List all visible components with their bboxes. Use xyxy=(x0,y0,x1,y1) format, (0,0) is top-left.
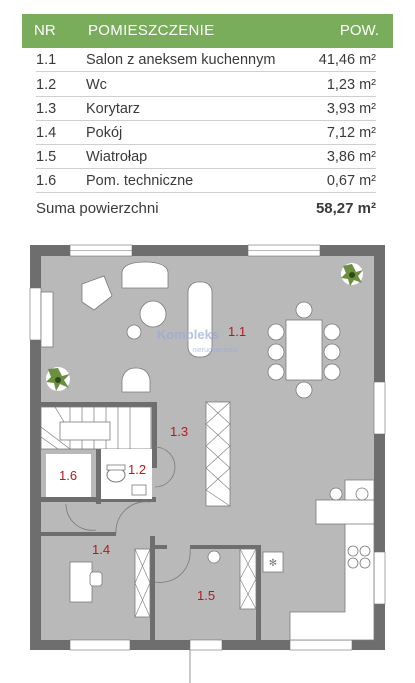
header-nr: NR xyxy=(34,22,56,39)
window xyxy=(30,288,41,340)
dining-chair xyxy=(324,324,340,340)
row-nr: 1.1 xyxy=(36,52,57,68)
row-nr: 1.6 xyxy=(36,173,57,189)
header-area: POW. xyxy=(339,22,379,39)
table-row xyxy=(36,74,376,97)
row-name: Pokój xyxy=(86,125,123,141)
dining-chair xyxy=(268,344,284,360)
table-row xyxy=(36,146,376,169)
row-area: 3,93 m² xyxy=(326,101,376,117)
tv-cabinet xyxy=(41,292,53,347)
sofa xyxy=(188,282,212,357)
room-label-1-2: 1.2 xyxy=(128,462,147,477)
coffee-table xyxy=(140,301,166,327)
row-name: Pom. techniczne xyxy=(86,173,194,189)
washbasin xyxy=(132,485,146,495)
room-label-1-3: 1.3 xyxy=(170,424,189,439)
header-room: POMIESZCZENIE xyxy=(88,22,215,39)
sum-value: 58,27 m² xyxy=(315,200,376,217)
watermark-brand: Kompleks xyxy=(156,327,220,342)
row-nr: 1.2 xyxy=(36,77,57,93)
window xyxy=(374,382,385,434)
floor-plan-drawing xyxy=(0,232,415,683)
row-area: 7,12 m² xyxy=(326,125,376,141)
dining-table xyxy=(286,320,322,380)
stool xyxy=(330,488,342,500)
interior-wall xyxy=(152,402,157,468)
row-area: 0,67 m² xyxy=(326,173,376,189)
floor-plan xyxy=(0,232,415,683)
row-nr: 1.4 xyxy=(36,125,57,141)
table-row xyxy=(36,170,376,193)
row-nr: 1.5 xyxy=(36,149,57,165)
sum-label: Suma powierzchni xyxy=(36,200,159,217)
plant-icon xyxy=(46,367,70,391)
table-row xyxy=(36,122,376,145)
interior-wall xyxy=(41,532,116,536)
room-label-1-5: 1.5 xyxy=(197,588,216,603)
wardrobe xyxy=(240,549,256,609)
stool xyxy=(356,488,368,500)
armchair xyxy=(122,368,150,392)
desk xyxy=(70,562,92,602)
room-label-1-1: 1.1 xyxy=(228,324,247,339)
row-name: Wiatrołap xyxy=(86,149,148,165)
watermark-sub: nieruchomości xyxy=(192,347,238,354)
window xyxy=(70,640,130,650)
table-row xyxy=(36,49,376,72)
row-area: 41,46 m² xyxy=(318,52,376,68)
room-label-1-6: 1.6 xyxy=(59,468,78,483)
row-name: Salon z aneksem kuchennym xyxy=(86,52,276,68)
interior-wall xyxy=(41,402,156,407)
wardrobe xyxy=(135,549,150,617)
table-row xyxy=(36,98,376,121)
stool xyxy=(208,551,220,563)
row-name: Korytarz xyxy=(86,101,140,117)
dining-chair xyxy=(268,364,284,380)
dining-chair xyxy=(324,344,340,360)
dining-chair xyxy=(324,364,340,380)
kitchen-island xyxy=(316,500,374,524)
room-label-1-4: 1.4 xyxy=(92,542,111,557)
row-name: Wc xyxy=(86,77,107,93)
interior-wall xyxy=(155,545,167,549)
partition-cabinet xyxy=(206,402,230,506)
chair xyxy=(90,572,102,586)
row-nr: 1.3 xyxy=(36,101,57,117)
table-header xyxy=(22,14,393,48)
row-area: 1,23 m² xyxy=(326,77,376,93)
interior-wall xyxy=(96,442,101,504)
interior-wall xyxy=(150,536,155,640)
dining-chair xyxy=(296,382,312,398)
interior-wall xyxy=(256,545,261,640)
dining-chair xyxy=(296,302,312,318)
row-area: 3,86 m² xyxy=(326,149,376,165)
interior-wall xyxy=(190,545,260,549)
armchair xyxy=(122,262,168,288)
window xyxy=(374,552,385,604)
interior-wall xyxy=(41,497,96,502)
window xyxy=(290,640,352,650)
entrance-door xyxy=(190,640,222,650)
svg-text:✻: ✻ xyxy=(268,558,278,569)
dining-chair xyxy=(268,324,284,340)
